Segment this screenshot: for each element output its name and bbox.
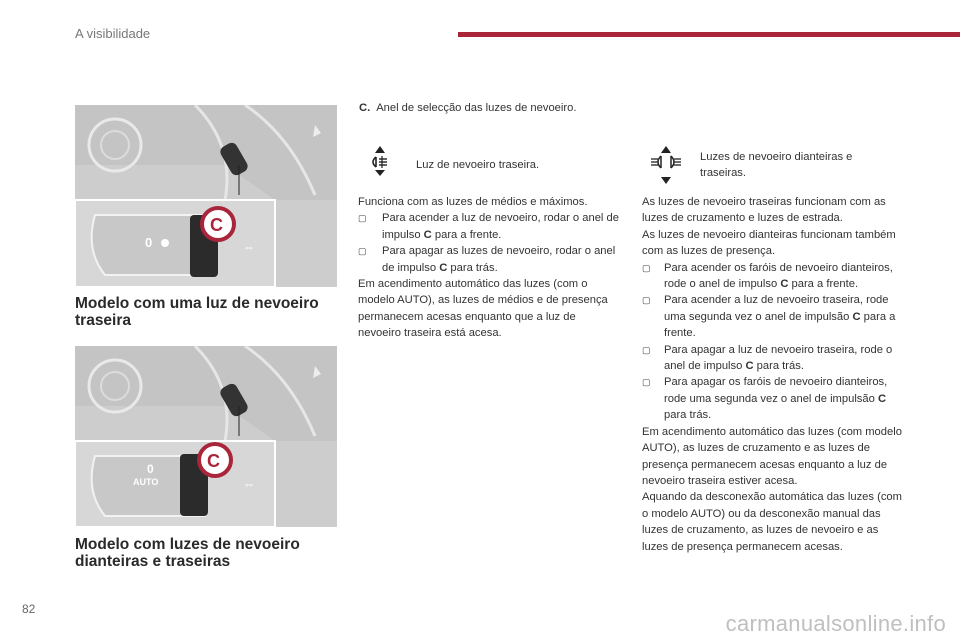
- intro-text: Anel de selecção das luzes de nevoeiro.: [376, 102, 577, 114]
- left-bullet-2: ▢ Para apagar as luzes de nevoeiro, rodar o anel de impulso C para trás.: [358, 243, 620, 276]
- right-bullet-2: ▢ Para acender a luz de nevoeiro traseira, rode uma segunda vez o anel de impulsão C para a frente.: [642, 292, 902, 341]
- intro-letter: C.: [359, 102, 371, 114]
- right-para-2: As luzes de nevoeiro dianteiras funcionam também com as luzes de presença.: [642, 228, 896, 258]
- illustration-front-rear-fog-stalk: [75, 346, 337, 527]
- rear-fog-symbol-label: Luz de nevoeiro traseira.: [416, 159, 540, 171]
- intro-line: [359, 102, 576, 114]
- header-accent-bar: [458, 32, 960, 37]
- right-para-3: Em acendimento automático das luzes (com modelo AUTO), as luzes de cruzamento e as luzes de presença permanecem acesas enquanto a luz de nevoeiro traseira estiver acesa.: [642, 425, 902, 487]
- right-column: [642, 194, 902, 555]
- bullet-marker-icon: [358, 243, 367, 260]
- stalk-zero-mark: 0: [145, 235, 153, 250]
- right-para-1: As luzes de nevoeiro traseiras funcionam com as luzes de cruzamento e luzes de estrada.: [642, 196, 886, 225]
- right-bullet-1: ▢ Para acender os faróis de nevoeiro dianteiros, rode o anel de impulso C para a frente.: [642, 260, 902, 293]
- header-section-title: A visibilidade: [75, 26, 151, 41]
- heading-rear-fog-model: Modelo com uma luz de nevoeiro traseira: [75, 295, 319, 329]
- bullet-marker-icon: [642, 292, 651, 309]
- bullet-marker-icon: [642, 260, 651, 277]
- bullet-marker-icon: [642, 342, 651, 359]
- front-rear-fog-symbol-label: Luzes de nevoeiro dianteiras e traseiras.: [700, 151, 853, 179]
- heading-front-rear-fog-model: Modelo com luzes de nevoeiro dianteiras e traseiras: [75, 536, 300, 570]
- callout-c-label: C: [210, 215, 223, 235]
- left-column: [358, 194, 620, 342]
- stalk-auto-mark: AUTO: [133, 477, 159, 487]
- svg-text:⇔: ⇔: [243, 477, 255, 491]
- left-para-2: Em acendimento automático das luzes (com o modelo AUTO), as luzes de médios e de presença permanecem acesas enquanto que a luz de nevoeiro traseira está acesa.: [358, 278, 608, 340]
- left-para-1: Funciona com as luzes de médios e máximos.: [358, 196, 588, 208]
- front-rear-fog-lamp-icon: [648, 145, 684, 177]
- right-bullet-3: ▢ Para apagar a luz de nevoeiro traseira, rode o anel de impulso C para trás.: [642, 342, 902, 375]
- watermark: carmanualsonline.info: [725, 611, 946, 636]
- right-para-4: Aquando da desconexão automática das luzes (com o modelo AUTO) ou da desconexão manual das luzes de cruzamento, as luzes de nevoeiro e as luzes de presença permanecem acesas.: [642, 491, 902, 553]
- stalk-zero-mark: 0: [147, 462, 154, 476]
- page-number: 82: [22, 602, 36, 616]
- bullet-marker-icon: [642, 374, 651, 391]
- right-bullet-4: ▢ Para apagar os faróis de nevoeiro dianteiros, rode uma segunda vez o anel de impulsão C para trás.: [642, 374, 902, 423]
- rear-fog-lamp-icon: [367, 145, 393, 177]
- left-bullet-1: ▢ Para acender a luz de nevoeiro, rodar o anel de impulso C para a frente.: [358, 210, 620, 243]
- illustration-rear-fog-stalk: [75, 105, 337, 287]
- callout-c-label: C: [207, 451, 220, 471]
- svg-text:⇔: ⇔: [243, 240, 255, 254]
- bullet-marker-icon: [358, 210, 367, 227]
